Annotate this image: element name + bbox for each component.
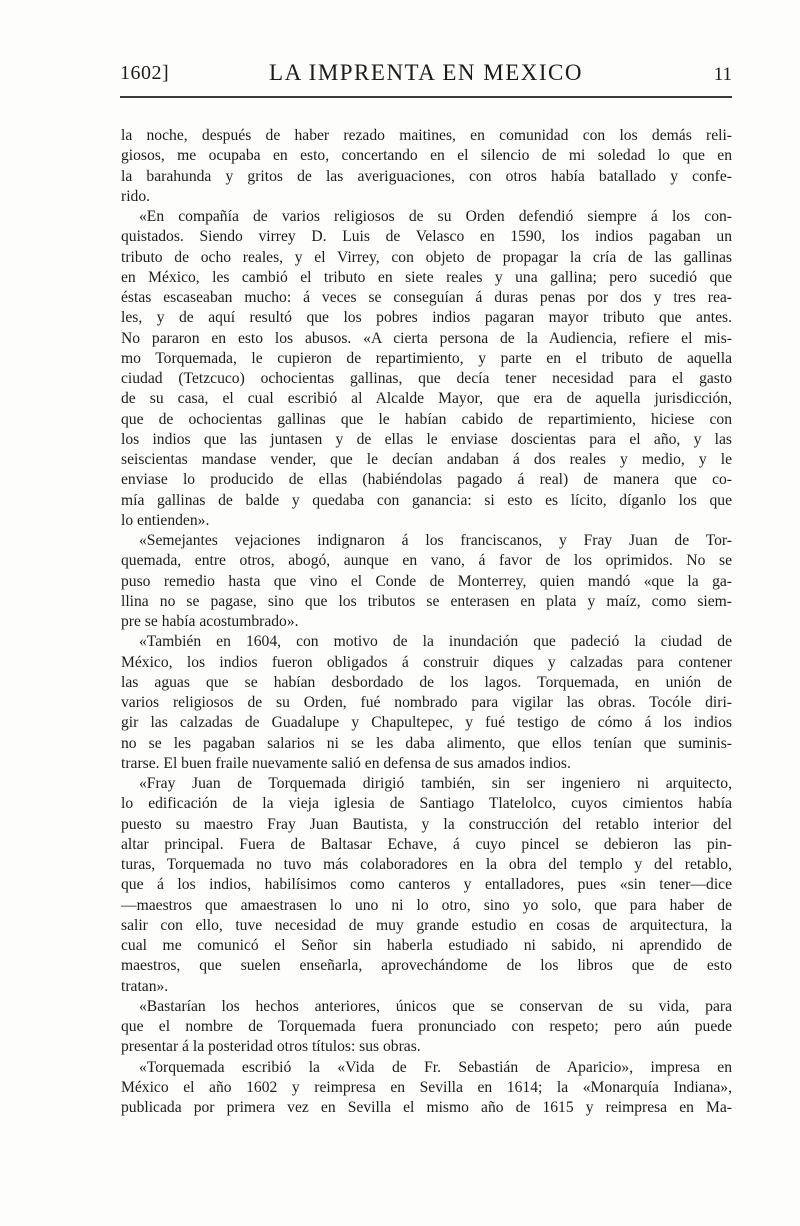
text-line: puesto su maestro Fray Juan Bautista, y la construcción del retablo interior del (121, 815, 732, 833)
text-line: «Semejantes vejaciones indignaron á los franciscanos, y Fray Juan de Tor- (139, 532, 732, 549)
running-head (120, 56, 732, 90)
text-line: los indios que las juntasen y de ellas le enviase doscientas para el año, y las (121, 430, 732, 448)
text-line: seiscientas mandase vender, que le decían andaban á dos reales y medio, y le (121, 451, 732, 468)
text-line: No pararon en esto los abusos. «A cierta persona de la Audiencia, refiere el mis- (121, 329, 732, 347)
text-line: quemada, entre otros, abogó, aunque en vano, á favor de los oprimidos. No se (121, 552, 732, 570)
text-line: rido. (121, 187, 151, 205)
text-line: —maestros que amaestrasen lo uno ni lo otro, sino yo solo, que para haber de (121, 896, 732, 914)
text-line: «Torquemada escribió la «Vida de Fr. Sebastián de Aparicio», impresa en (139, 1058, 732, 1076)
text-line: «Fray Juan de Torquemada dirigió también, sin ser ingeniero ni arquitecto, (139, 775, 732, 792)
text-line: lo edificación de la vieja iglesia de Santiago Tlatelolco, cuyos cimientos había (121, 795, 732, 813)
text-line: turas, Torquemada no tuvo más colaboradores en la obra del templo y del retablo, (121, 856, 732, 873)
text-line: de su casa, el cual escribió al Alcalde Mayor, que era de aquella jurisdicción, (121, 390, 732, 408)
text-line: giosos, me ocupaba en esto, concertando en el silencio de mi soledad lo que en (121, 147, 732, 165)
text-line: puso remedio hasta que vino el Conde de Monterrey, quien mandó «que la ga- (121, 572, 732, 590)
page-number: 11 (713, 64, 732, 85)
header-rule (120, 96, 732, 98)
text-line: México el año 1602 y reimpresa en Sevilla en 1614; la «Monarquía Indiana», (121, 1078, 732, 1096)
text-line: «También en 1604, con motivo de la inundación que padeció la ciudad de (139, 633, 732, 651)
text-line: que de ochocientas gallinas que le habían cabido de repartimiento, hiciese con (121, 410, 732, 428)
text-line: que á los indios, habilísimos como canteros y entalladores, pues «sin tener—dice (121, 876, 732, 894)
header-title: LA IMPRENTA EN MEXICO (269, 60, 583, 85)
text-line: quistados. Siendo virrey D. Luis de Velasco en 1590, los indios pagaban un (121, 228, 732, 246)
text-line: llina no se pagase, sino que los tributos se enterasen en plata y maíz, como siem- (121, 592, 732, 610)
text-line: éstas escaseaban mucho: á veces se conseguían á duras penas por dos y tres rea- (121, 289, 732, 306)
text-line: tratan». (121, 977, 169, 995)
text-line: maestros, que suelen enseñarla, aprovechándome de los libros que de esto (121, 957, 732, 975)
text-line: ciudad (Tetzcuco) ochocientas gallinas, que decía tener necesidad para el gasto (121, 370, 732, 387)
text-line: mía gallinas de balde y quedaba con ganancia: si esto es lícito, díganlo los que (121, 491, 732, 509)
text-line: mo Torquemada, le cupieron de repartimiento, y parte en el tributo de aquella (121, 349, 732, 367)
text-line: que el nombre de Torquemada fuera pronunciado con respeto; pero aún puede (121, 1018, 732, 1035)
text-line: la noche, después de haber rezado maitines, en comunidad con los demás reli- (121, 127, 732, 144)
header-year: 1602] (120, 62, 170, 84)
text-line: las aguas que se habían desbordado de los lagos. Torquemada, en unión de (121, 673, 732, 691)
text-line: «Bastarían los hechos anteriores, únicos que se conservan de su vida, para (139, 997, 732, 1015)
text-line: trarse. El buen fraile nuevamente salió en defensa de sus amados indios. (121, 754, 571, 772)
text-line: publicada por primera vez en Sevilla el mismo año de 1615 y reimpresa en Ma- (121, 1099, 732, 1116)
body-text (121, 126, 732, 1118)
text-line: México, los indios fueron obligados á construir diques y calzadas para contener (121, 653, 732, 671)
text-line: les, y de aquí resultó que los pobres indios pagaran mayor tributo que antes. (121, 309, 732, 327)
text-line: pre se había acostumbrado». (121, 613, 299, 630)
text-line: cual me comunicó el Señor sin haberla estudiado ni sabido, ni aprendido de (121, 937, 732, 954)
text-line: presentar á la posteridad otros títulos: sus obras. (121, 1038, 421, 1056)
text-line: lo entienden». (121, 511, 210, 529)
text-line: varios religiosos de su Orden, fué nombrado para vigilar las obras. Tocóle diri- (121, 694, 732, 711)
text-line: altar principal. Fuera de Baltasar Echave, á cuyo pincel se debieron las pin- (121, 835, 732, 853)
text-line: en México, les cambió el tributo en siete reales y una gallina; pero sucedió que (121, 268, 732, 286)
text-line: «En compañía de varios religiosos de su Orden defendió siempre á los con- (139, 208, 732, 225)
text-line: tributo de ocho reales, y el Virrey, con objeto de propagar la cría de las gallinas (121, 248, 732, 266)
text-line: enviase lo producido de ellas (habiéndolas pagado á real) de manera que co- (121, 471, 732, 489)
text-line: no se les pagaban salarios ni se les daba alimento, que ellos tenían que suminis- (121, 734, 732, 752)
text-line: salir con ello, tuve necesidad de muy grande estudio en cosas de arquitectura, la (121, 916, 732, 934)
text-line: la barahunda y gritos de las averiguaciones, con otros había batallado y confe- (121, 167, 732, 185)
text-line: gir las calzadas de Guadalupe y Chapultepec, y fué testigo de cómo á los indios (121, 714, 732, 732)
